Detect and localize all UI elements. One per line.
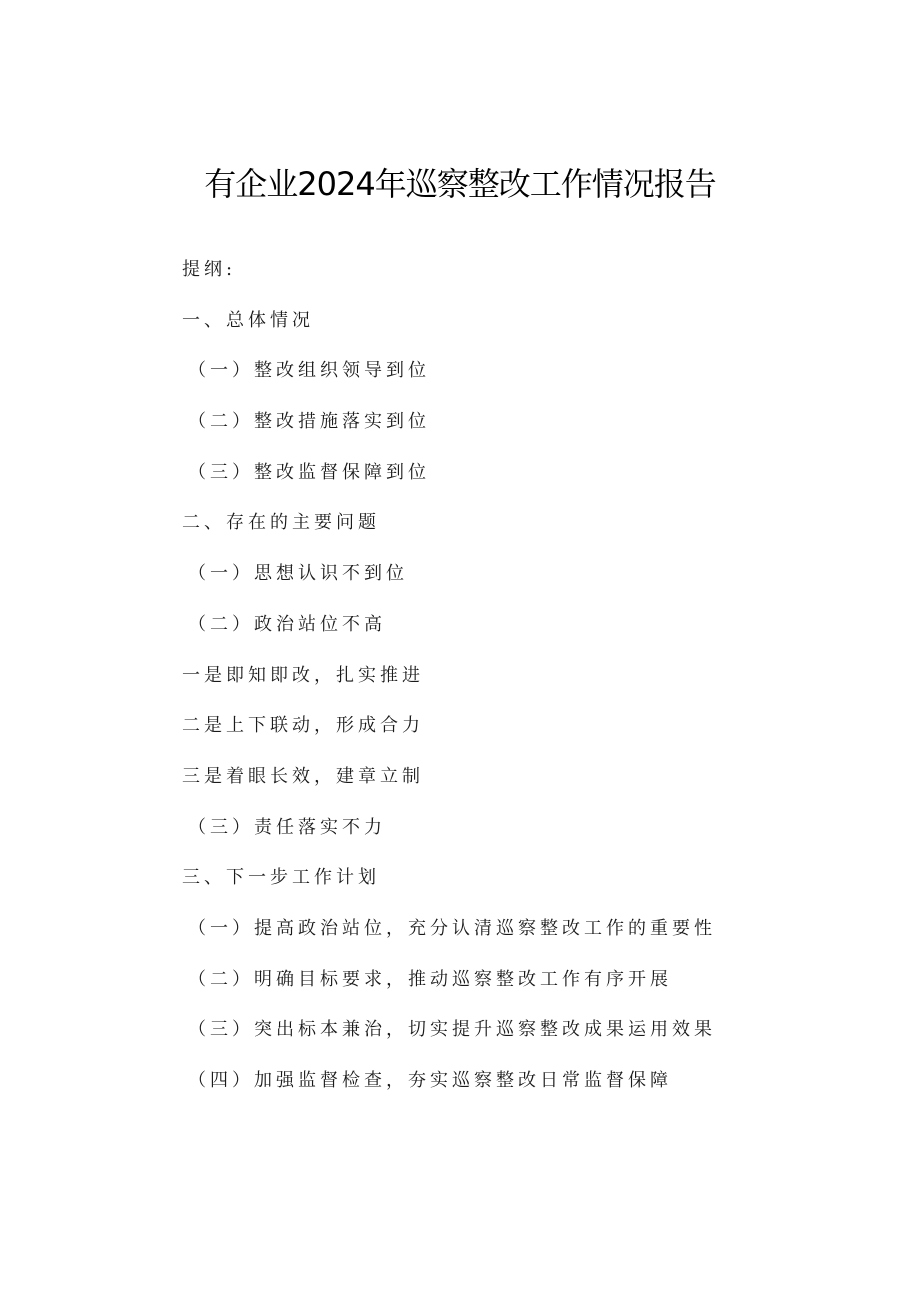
outline-item: （二）整改措施落实到位 — [188, 411, 430, 433]
outline — [182, 258, 822, 1120]
outline-item: （一）提高政治站位，充分认清巡察整改工作的重要性 — [188, 917, 716, 939]
outline-item: （三）责任落实不力 — [188, 816, 386, 838]
outline-item: 三、下一步工作计划 — [182, 867, 380, 889]
outline-item: 二、存在的主要问题 — [182, 512, 380, 534]
outline-item: （二）明确目标要求，推动巡察整改工作有序开展 — [188, 968, 672, 990]
outline-item: 二是上下联动，形成合力 — [182, 715, 424, 737]
outline-item: （三）突出标本兼治，切实提升巡察整改成果运用效果 — [188, 1019, 716, 1041]
outline-item: 一、总体情况 — [182, 309, 314, 331]
outline-label: 提纲: — [182, 259, 237, 280]
document-title: 有企业2024年巡察整改工作情况报告 — [204, 165, 716, 203]
outline-item: 一是即知即改，扎实推进 — [182, 664, 424, 686]
outline-item: （一）思想认识不到位 — [188, 563, 408, 585]
outline-item: （一）整改组织领导到位 — [188, 360, 430, 382]
outline-item: （三）整改监督保障到位 — [188, 461, 430, 483]
outline-item: 三是着眼长效，建章立制 — [182, 765, 424, 787]
outline-item: （四）加强监督检查，夯实巡察整改日常监督保障 — [188, 1070, 672, 1091]
outline-item: （二）政治站位不高 — [188, 613, 386, 635]
